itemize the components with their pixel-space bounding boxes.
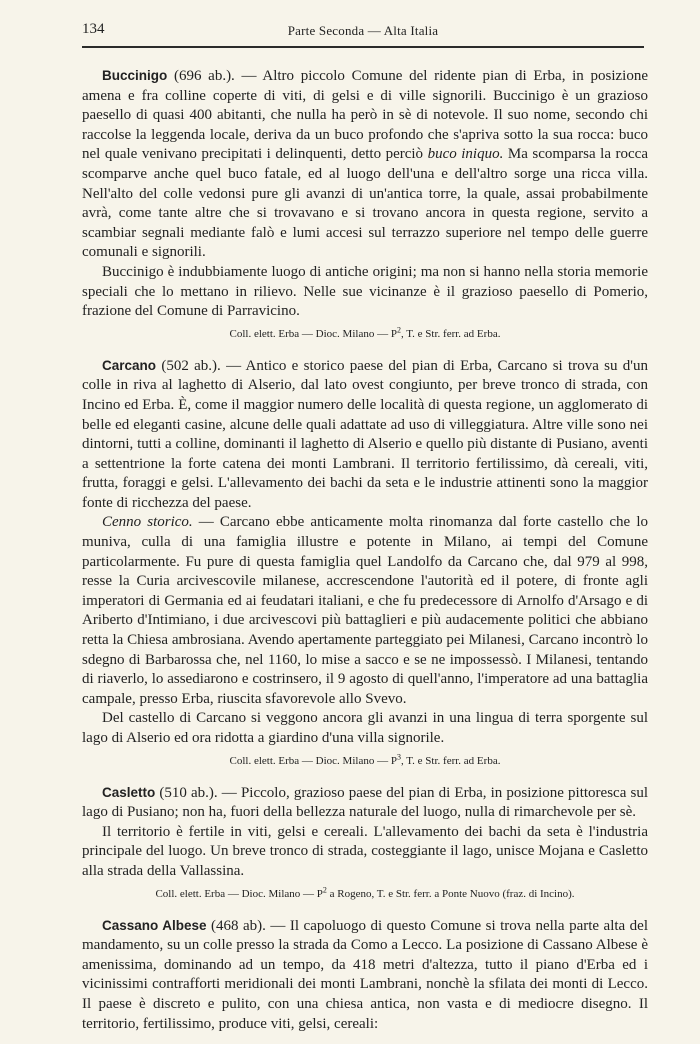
italic-text: buco iniquo. xyxy=(427,146,504,163)
entry-buccinigo-note xyxy=(82,325,648,343)
body-text: (468 ab). — Il capoluogo di questo Comune si trova nella parte alta del mandamento, su un colle presso la strada da Como a Lecco. La posizione di Cassano Albese è amenissima, dominando ad un tempo, da 418 metri d'altezza, tutto il piano d'Erba ed i vicinissimi contrafforti meridionali dei monti Lambrani, nonchè la sfilata dei monti di Lecco. Il paese è discreto e pulito, con una chiesa antica, non vasta e di mediocre disegno. Il territorio, fertilissimo, produce viti, gelsi, cereali: xyxy=(82,917,649,1032)
page-number: 134 xyxy=(82,21,105,37)
note-superscript: 3 xyxy=(396,751,401,761)
entry-carcano-paragraph-1 xyxy=(82,356,648,514)
running-header xyxy=(82,20,644,48)
entry-heading-carcano: Carcano xyxy=(102,357,157,373)
body-text: (502 ab.). — Antico e storico paese del pian di Erba, Carcano si trova su d'un colle in riva al laghetto di Alserio, dal lato ovest congiunto, per breve tronco di strada, con Incino ed Erba. È, come il maggior numero delle località di questa regione, un agglomerato di belle ed eleganti casine, alcune delle quali adattate ad uso di villeggiatura. Altre ville sono nei dintorni, tutti a colline, dominanti il laghetto di Alserio e quello più distante di Pusiano, aventi a settentrione la forte catena dei monti Lambrani. Il territorio fertilissimo, dà cereali, viti, frutta, foraggi e gelsi. L'allevamento dei bachi da seta e le industrie attinenti sono la maggior fonte di ricchezza del paese. xyxy=(82,357,648,511)
entry-carcano-note xyxy=(82,752,648,770)
note-superscript: 2 xyxy=(396,325,401,335)
entry-carcano-paragraph-3: Del castello di Carcano si veggono ancora gli avanzi in una lingua di terra sporgente sul lago di Alserio ed ora ridotta a giardino d'una villa signorile. xyxy=(82,710,648,746)
entry-heading-buccinigo: Buccinigo xyxy=(102,68,168,83)
entry-heading-casletto: Casletto xyxy=(102,784,156,800)
entry-casletto-note xyxy=(82,885,648,903)
note-text: , T. e Str. ferr. ad Erba. xyxy=(400,327,501,340)
body-text: (510 ab.). — Piccolo, grazioso paese del pian di Erba, in posizione pittoresca sul lago di Pusiano; non ha, fuori della bellezza naturale del luogo, nulla di rimarchevole per sè. xyxy=(82,784,648,821)
note-text: , T. e Str. ferr. ad Erba. xyxy=(400,754,501,767)
entry-heading-cassano-albese: Cassano Albese xyxy=(102,917,207,933)
note-text: Coll. elett. Erba — Dioc. Milano — P xyxy=(155,887,323,900)
running-title: Parte Seconda — Alta Italia xyxy=(287,23,439,38)
note-text: Coll. elett. Erba — Dioc. Milano — P xyxy=(229,327,397,340)
body-text: — Carcano ebbe anticamente molta rinomanza dal forte castello che lo muniva, culla di una famiglia illustre e potente in Milano, ai tempi del Comune particolarmente. Fu pure di questa famiglia quel Landolfo da Carcano che, dal 979 al 998, resse la Curia arcivescovile milanese, accrescendone l'autorità ed il potere, di fronte agli imperatori di Germania ed ai feudatari italiani, e che fu predecessore di Arnolfo d'Arsago e di Ariberto d'Intimiano, i due arcivescovi più battaglieri e più audacemente politici che abbiano retta la Chiesa ambrosiana. Avendo apertamente parteggiato pei Milanesi, Carcano incontrò lo sdegno di Barbarossa che, nel 1160, lo mise a sacco e se ne impossessò. I Milanesi, tentando di riaverlo, lo assediarono e costrinsero, il 9 agosto di quell'anno, l'imperatore ad una battaglia campale, presso Erba, riuscita sfavorevole allo Svevo. xyxy=(82,514,648,707)
entry-buccinigo-paragraph-2: Buccinigo è indubbiamente luogo di antiche origini; ma non si hanno nella storia memorie speciali che lo mettano in rilievo. Nelle sue vicinanze è il grazioso paesello di Pomerio, frazione del Comune di Parravicino. xyxy=(82,263,648,320)
entry-cassano-albese-paragraph-1 xyxy=(82,916,648,1035)
page-body xyxy=(82,66,648,1034)
body-text: (696 ab.). — Altro piccolo Comune del ridente pian di Erba, in posizione amena e fra colline coperte di viti, di gelsi e di ville signorili. Buccinigo è un grazioso paesello di quasi 400 abitanti, che nulla ha però in sè di notevole. Il suo nome, secondo chi raccolse la leggenda locale, deriva da un buco profondo che s'apriva sotto la sua rocca: buco nel quale venivano precipitati i delinquenti, detto perciò xyxy=(82,68,648,163)
entry-buccinigo-paragraph-1 xyxy=(82,66,648,263)
entry-casletto-paragraph-2: Il territorio è fertile in viti, gelsi e cereali. L'allevamento dei bachi da seta è l'industria principale del luogo. Un breve tronco di strada, costeggiante il lago, unisce Mojana e Casletto alla strada della Vallassina. xyxy=(82,823,648,879)
italic-text: Cenno storico. xyxy=(102,514,193,531)
entry-carcano-paragraph-2 xyxy=(82,513,648,709)
note-text: a Rogeno, T. e Str. ferr. a Ponte Nuovo (fraz. di Incino). xyxy=(326,887,575,900)
note-superscript: 2 xyxy=(322,884,327,894)
entry-casletto-paragraph-1 xyxy=(82,783,648,823)
note-text: Coll. elett. Erba — Dioc. Milano — P xyxy=(229,754,397,767)
body-text: Ma scomparsa la rocca scomparve anche quel buco fatale, ed al luogo dell'una e dell'altro sorge una ricca villa. Nell'alto del colle vedonsi pure gli avanzi di un'antica torre, la quale, assai probabilmente avrà, come tante altre che si trovavano e si trovano ancora in questa regione, servito a scambiar segnali mediante falò e lumi accesi sul terrazzo superiore nel tempo delle guerre comunali e signorili. xyxy=(82,146,648,261)
